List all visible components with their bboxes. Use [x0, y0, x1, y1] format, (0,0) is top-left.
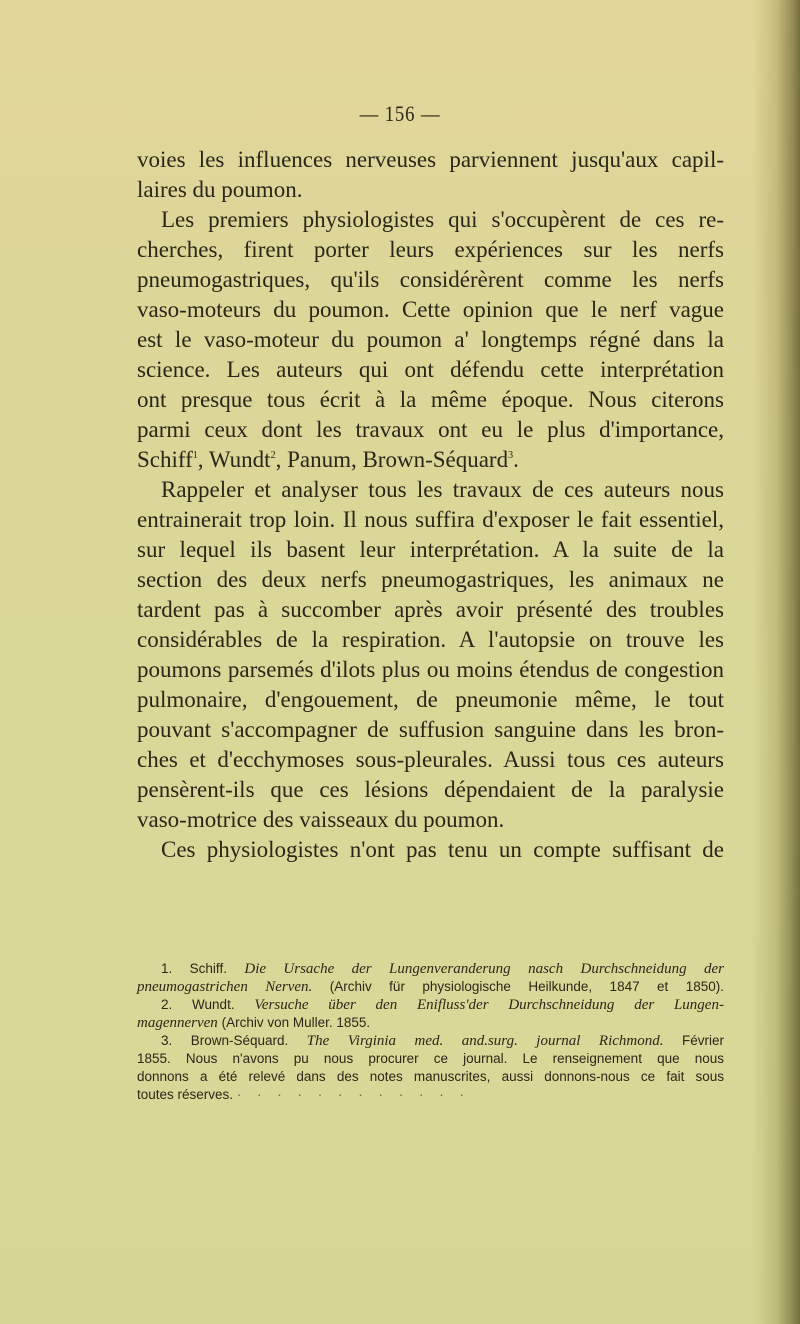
footnote-date: Février: [681, 1033, 724, 1048]
footnote-number: 1.: [161, 961, 173, 976]
footnote-author: Brown-Séquard.: [190, 1033, 289, 1048]
footnote-author: Schiff.: [189, 961, 227, 976]
text-line: voies les influences nerveuses parviennent jusqu'aux capil-: [137, 147, 724, 172]
text-line: tardent pas à succomber après avoir présenté des troubles: [137, 597, 724, 622]
text-line: section des deux nerfs pneumogastriques, les animaux ne: [137, 567, 724, 592]
author-wundt: , Wundt: [197, 447, 271, 472]
text-line: pouvant s'accompagner de suffusion sanguine dans les bron-: [137, 717, 724, 742]
body-text: [137, 145, 724, 865]
footnote-3: [137, 1032, 724, 1050]
paragraph-start: Les premiers physiologistes qui s'occupèrent de ces re-: [161, 207, 724, 232]
paragraph-start: Rappeler et analyser tous les travaux de ces auteurs nous: [161, 477, 724, 502]
footnote-ref-2[interactable]: 2: [270, 450, 276, 461]
text-line: pneumogastriques, qu'ils considérèrent comme les nerfs: [137, 267, 724, 292]
footnote-ref-3[interactable]: 3: [508, 450, 514, 461]
footnote-text: toutes réserves.: [137, 1087, 234, 1102]
text-line: pulmonaire, d'engouement, de pneumonie même, le tout: [137, 687, 724, 712]
footnote-title: magennerven: [137, 1015, 218, 1031]
footnote-title: Versuche über den Enifluss'der Durchschneidung der Lungen-: [254, 997, 724, 1013]
footnote-author: Wundt.: [192, 997, 235, 1012]
text-line: vaso-moteurs du poumon. Cette opinion que le nerf vague: [137, 297, 724, 322]
text-line: considérables de la respiration. A l'autopsie on trouve les: [137, 627, 724, 652]
text-line: ches et d'ecchymoses sous-pleurales. Aussi tous ces auteurs: [137, 747, 724, 772]
footnote-3-cont: donnons a été relevé dans des notes manuscrites, aussi donnons-nous ce fait sous: [137, 1069, 724, 1084]
text-line: pensèrent-ils que ces lésions dépendaient de la paralysie: [137, 777, 724, 802]
footnote-3-end: [137, 1086, 724, 1104]
text-line: science. Les auteurs qui ont défendu cette interprétation: [137, 357, 724, 382]
text-line: entrainerait trop loin. Il nous suffira d'exposer le fait essentiel,: [137, 507, 724, 532]
text-line: est le vaso-moteur du poumon a' longtemps régné dans la: [137, 327, 724, 352]
text-line: sur lequel ils basent leur interprétation. A la suite de la: [137, 537, 724, 562]
text-line: ont presque tous écrit à la même époque. Nous citerons: [137, 387, 724, 412]
footnote-2: [137, 996, 724, 1014]
footnote-1-cont: [137, 978, 724, 996]
text-line: parmi ceux dont les travaux ont eu le plus d'importance,: [137, 417, 724, 442]
footnote-source: (Archiv für physiologische Heilkunde, 1847 et 1850).: [329, 979, 724, 994]
footnote-ref-1[interactable]: 1: [192, 450, 198, 461]
paragraph-start: Ces physiologistes n'ont pas tenu un compte suffisant de: [161, 837, 724, 862]
footnote-2-cont: [137, 1014, 724, 1032]
text-line: cherches, firent porter leurs expériences sur les nerfs: [137, 237, 724, 262]
footnote-title: pneumogastrichen Nerven.: [137, 979, 313, 995]
footnote-3-cont: 1855. Nous n'avons pu nous procurer ce journal. Le renseignement que nous: [137, 1051, 724, 1066]
page-number: — 156 —: [359, 101, 441, 126]
text-line: poumons parsemés d'ilots plus ou moins étendus de congestion: [137, 657, 724, 682]
text-line: laires du poumon.: [137, 177, 303, 202]
footnote-title: The Virginia med. and.surg. journal Richmond.: [306, 1033, 664, 1049]
author-schiff: Schiff: [137, 447, 193, 472]
period: .: [513, 447, 519, 472]
footnote-number: 3.: [161, 1033, 173, 1048]
author-panum-brown-sequard: , Panum, Brown-Séquard: [275, 447, 509, 472]
footnote-1: [137, 960, 724, 978]
footnotes: [137, 960, 724, 1104]
footnote-source: (Archiv von Muller. 1855.: [221, 1015, 371, 1030]
footnote-number: 2.: [161, 997, 173, 1012]
authors-line: [137, 445, 724, 475]
text-line: vaso-motrice des vaisseaux du poumon.: [137, 807, 505, 832]
trailing-dots: · · · · · · · · · · · ·: [236, 1087, 471, 1102]
footnote-title: Die Ursache der Lungenveranderung nasch Durchschneidung der: [244, 961, 724, 977]
